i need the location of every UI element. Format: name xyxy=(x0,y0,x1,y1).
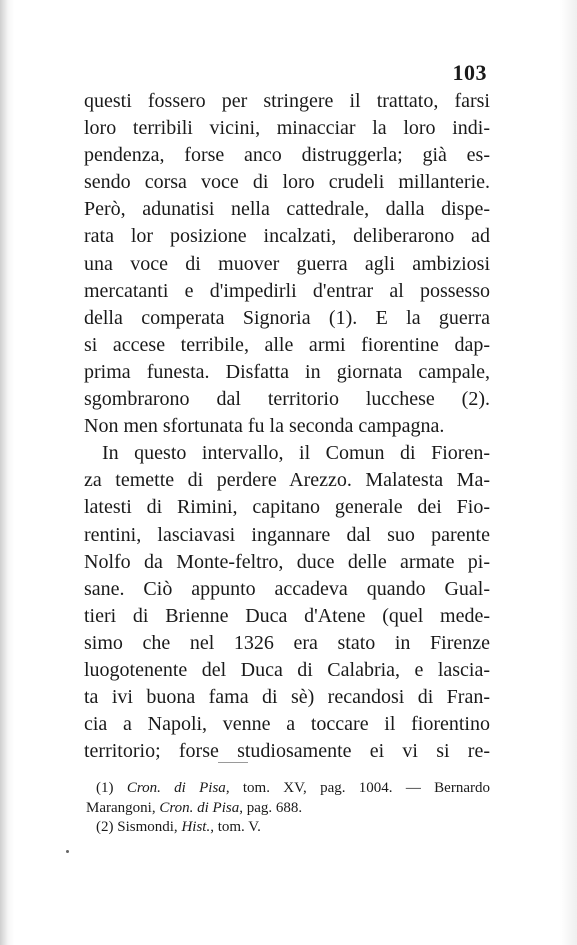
body-text xyxy=(84,88,490,765)
text-line: sane. Ciò appunto accadeva quando Gual- xyxy=(84,577,490,600)
text-line: Nolfo da Monte-feltro, duce delle armate pi- xyxy=(84,550,490,573)
text-line: ta ivi buona fama di sè) recandosi di Fran- xyxy=(84,686,490,709)
footnote-2-rest: , tom. V. xyxy=(210,819,261,835)
text-line: della comperata Signoria (1). E la guerra xyxy=(84,306,490,329)
text-line: cia a Napoli, venne a toccare il fiorentino xyxy=(84,713,490,736)
text-line: luogotenente del Duca di Calabria, e lascia- xyxy=(84,658,490,681)
text-line: simo che nel 1326 era stato in Firenze xyxy=(84,631,490,654)
footnote-1-author: Marangoni, xyxy=(86,799,160,816)
footnotes xyxy=(86,779,490,838)
text-line: mercatanti e d'impedirli d'entrar al possesso xyxy=(84,279,490,302)
text-line: si accese terribile, alle armi fiorentine dap- xyxy=(84,333,490,356)
text-line: questi fossero per stringere il trattato, farsi xyxy=(84,90,490,112)
text-line: rentini, lasciavasi ingannare dal suo parente xyxy=(84,523,490,546)
footnote-1-page: , pag. 688. xyxy=(239,799,303,816)
footnote-1-work-2: Cron. di Pisa xyxy=(159,799,240,816)
footnote-2-marker: (2) Sismondi, xyxy=(96,819,182,835)
text-line: sendo corsa voce di loro crudeli millanterie. xyxy=(84,171,490,194)
footnote-2-work: Hist. xyxy=(181,819,211,835)
footnote-1-work: Cron. di Pisa xyxy=(126,780,226,796)
text-line: rata lor posizione incalzati, deliberarono ad xyxy=(84,225,490,248)
footnote-1-rest: , tom. XV, pag. 1004. — Bernardo xyxy=(225,780,490,796)
text-line: latesti di Rimini, capitano generale dei Fio- xyxy=(84,496,490,519)
footnote-1-marker: (1) xyxy=(96,780,127,796)
text-line: prima funesta. Disfatta in giornata campale, xyxy=(84,360,490,383)
text-line: Però, adunatisi nella cattedrale, dalla dispe- xyxy=(84,198,490,221)
text-line-paragraph-start: In questo intervallo, il Comun di Fioren- xyxy=(102,442,490,465)
text-line: sgombrarono dal territorio lucchese (2). xyxy=(84,388,490,411)
text-line: territorio; forse studiosamente ei vi si re- xyxy=(84,740,490,763)
page-number: 103 xyxy=(452,60,487,85)
footnote-2 xyxy=(86,818,490,838)
footnote-separator xyxy=(218,762,248,763)
print-speck xyxy=(66,850,69,853)
page-spine-shadow xyxy=(0,0,8,945)
text-line: loro terribili vicini, minacciar la loro indi- xyxy=(84,117,490,140)
text-line-paragraph-end: Non men sfortunata fu la seconda campagna. xyxy=(84,415,445,438)
footnote-1 xyxy=(86,779,490,799)
text-line: za temette di perdere Arezzo. Malatesta Ma- xyxy=(84,469,490,492)
text-line: una voce di muover guerra agli ambiziosi xyxy=(84,252,490,275)
text-line: pendenza, forse anco distruggerla; già es- xyxy=(84,144,490,167)
text-line: tieri di Brienne Duca d'Atene (quel mede- xyxy=(84,604,490,627)
footnote-1-continuation xyxy=(86,799,490,819)
